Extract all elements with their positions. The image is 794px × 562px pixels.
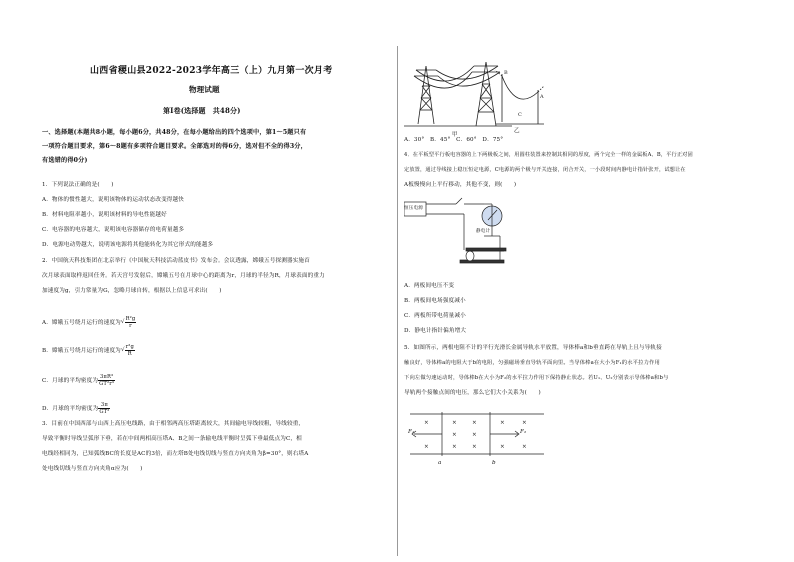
- field-cross: ×: [424, 420, 429, 426]
- q5-line-4: 导轨两个接触点间的电压，那么它们大小关系为( ): [404, 390, 541, 396]
- field-cross: ×: [452, 420, 457, 426]
- q2-option-c: [42, 374, 115, 387]
- q2-option-c-fraction: [98, 374, 115, 387]
- column-divider: [397, 46, 398, 556]
- q5-line-1: 5．如图所示，两根电阻不计的平行光滑长金属导轨水平放置，导体棒a和b垂直跨在导轨上且与导轨接: [404, 345, 662, 351]
- label-f1: F₁: [408, 429, 415, 435]
- field-cross: ×: [452, 432, 457, 438]
- field-cross: ×: [500, 420, 505, 426]
- q2-option-c-text: C．月球的平均密度为: [42, 378, 99, 384]
- right-column: [404, 0, 782, 562]
- q4-option-a: A．两板间电压不变: [404, 283, 455, 289]
- sqrt-symbol: √: [120, 319, 125, 325]
- svg-text:C: C: [518, 112, 522, 118]
- intro-line-3: 有选错的得0分): [42, 157, 88, 164]
- figure-jia-label: 甲: [452, 132, 458, 138]
- exam-title: 山西省稷山县2022-2023学年高三（上）九月第一次月考: [90, 66, 333, 76]
- q1-option-d: D．电源电动势越大，说明该电源将其他能转化为其它形式的能越多: [42, 242, 214, 248]
- svg-text:B: B: [504, 70, 508, 76]
- q4-line-1: 4．在平板型平行板电容器的上下两极板之间，用圆柱装置来控制其相同的厚度，两个完全一样的金属板A、B，平行正对固: [404, 152, 693, 158]
- q2-option-a-denominator: r: [129, 323, 132, 329]
- q5-line-2: 触良好，导体棒a的电阻大于b的电阻，匀强磁场垂直导轨平面向里。当导体棒a在大小为F₁的水平拉力作用: [404, 360, 660, 366]
- q2-option-a-numerator: R²g: [125, 316, 136, 322]
- field-cross: ×: [522, 420, 527, 426]
- field-cross: ×: [424, 444, 429, 450]
- q1-stem: 1．下列说法正确的是( ): [42, 182, 114, 188]
- q2-option-b-denominator: R: [127, 351, 132, 357]
- tower-figure-yi: [492, 66, 548, 128]
- q3-line-1: 3．目前在中国西部与山西上高压电线路，由于相邻两高压塔距离较大，其间输电导线较粗，导线较重，: [42, 421, 305, 427]
- intro-line-2: 一项符合题目要求，第6～8题有多项符合题目要求。全部选对的得6分，选对但不全的得3分，: [42, 143, 307, 150]
- q2-option-c-numerator: 3πR³: [99, 374, 114, 380]
- q2-option-b-fraction: [125, 344, 135, 357]
- left-column: [42, 0, 390, 562]
- field-cross: ×: [472, 420, 477, 426]
- field-cross: ×: [472, 432, 477, 438]
- q4-meter-label: 静电计: [476, 229, 491, 234]
- q2-line-1: 2．中国航天科技集团在北京举行《中国航天科技活动蓝皮书》发布会。会议透露，嫦娥五号探测器实施首: [42, 258, 310, 264]
- field-cross: ×: [522, 444, 527, 450]
- label-rod-a: a: [438, 460, 442, 466]
- q2-option-b: [42, 344, 135, 357]
- field-cross: ×: [500, 444, 505, 450]
- q2-line-2: 次月球表面取样返回任务。若天宫号发射后，嫦娥五号在月球中心的距离为r，月球的半径为R，月球表面的重力: [42, 273, 325, 279]
- q4-line-3: A板慢慢向上平行移动，其他不变，则( ): [404, 182, 517, 188]
- q4-option-b: B．两板间电场强度减小: [404, 298, 466, 304]
- q5-line-3: 下向左做匀速运动时，导体棒b在大小为F₂的水平拉力作用下保持静止状态。若U₁、U₂分别表示导体棒a和b与: [404, 375, 669, 381]
- intro-line-1: 一、选择题(本题共8小题，每小题6分，共48分，在每小题给出的四个选项中，第1～5题只有: [42, 129, 307, 136]
- sqrt-symbol: √: [120, 347, 125, 353]
- q2-option-d-denominator: GT²: [99, 409, 110, 415]
- field-cross: ×: [452, 444, 457, 450]
- q4-option-d: D．静电计指针偏角增大: [404, 328, 467, 334]
- part-title: 第Ⅰ卷(选择题 共48分): [163, 106, 241, 115]
- q4-option-c: C．两板所带电荷量减小: [404, 313, 466, 319]
- q4-line-2: 定放置，通过导线接上稳压恒定电源，C电源的两个极与开关连接，闭合开关，一小段时间内静电计指针张开，试想让在: [404, 167, 686, 173]
- label-f2: F₂: [520, 429, 527, 435]
- svg-text:A: A: [540, 94, 544, 100]
- q2-option-d-fraction: [98, 402, 110, 415]
- q3-options: A．30° B．45° C．60° D．75°: [404, 137, 504, 143]
- q2-option-c-denominator: GT²r³: [99, 381, 115, 387]
- q2-option-a-fraction: [125, 316, 137, 329]
- q2-option-d-text: D．月球的平均密度为: [42, 406, 99, 412]
- q3-line-4: 处电线切线与竖直方向夹角α应为( ): [42, 466, 143, 472]
- q2-option-d: [42, 402, 110, 415]
- rails-figure: [404, 410, 554, 472]
- q2-option-a: [42, 316, 136, 329]
- label-rod-b: b: [492, 460, 496, 466]
- exam-subtitle: 物理试题: [189, 85, 220, 94]
- q2-option-b-numerator: r²g: [125, 344, 134, 350]
- q3-line-2: 导致平衡时导线呈弧形下垂，若在中间两相高压塔A、B之间一条输电线平衡时呈弧下垂最低点为C，相: [42, 436, 302, 442]
- q2-line-3: 加速度为g，引力常量为G，忽略月球自转，根据以上信息可求出( ): [42, 288, 222, 294]
- q3-line-3: 电线经相同为，已知弧线BC的长度是AC的3倍，而左塔B处电线切线与竖直方向夹角为β=30°，则右塔A: [42, 451, 309, 457]
- q4-source-label: 恒压电源: [404, 206, 423, 211]
- figure-yi-label: 乙: [514, 128, 520, 134]
- q2-option-a-text: A．嫦娥五号绕月运行的速度为: [42, 320, 121, 326]
- field-cross: ×: [472, 444, 477, 450]
- q1-option-c: C．电容器的电容越大，说明该电容器储存的电荷量越多: [42, 227, 185, 233]
- q1-option-a: A．物体的惯性越大，说明该物体的运动状态改变得越快: [42, 197, 185, 203]
- q1-option-b: B．材料电阻率越小，说明该材料的导电性能越好: [42, 212, 167, 218]
- q2-option-b-text: B．嫦娥五号绕月运行的速度为: [42, 348, 121, 354]
- q2-option-d-numerator: 3π: [98, 402, 110, 409]
